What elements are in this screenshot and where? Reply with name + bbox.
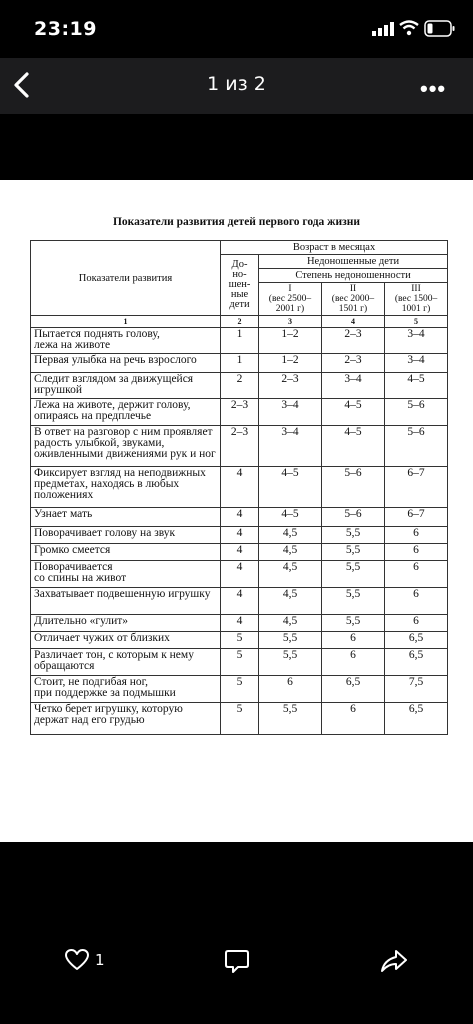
column-number: 1: [31, 316, 221, 328]
value-degree-1: 1–2: [259, 328, 322, 354]
header-degree: Степень недоношенности: [259, 269, 448, 283]
page-counter-title: 1 из 2: [207, 73, 266, 95]
value-degree-3: 6,5: [385, 703, 448, 735]
header-premature: Недоношенные дети: [259, 255, 448, 269]
header-degree-3: III (вес 1500– 1001 г): [385, 283, 448, 316]
value-degree-3: 6: [385, 561, 448, 588]
value-full-term: 4: [221, 561, 259, 588]
row-label: Поворачивается со спины на живот: [31, 561, 221, 588]
value-full-term: 4: [221, 527, 259, 544]
bottom-action-bar: [0, 940, 473, 980]
heart-icon[interactable]: [64, 948, 90, 972]
table-row: [31, 328, 448, 354]
value-full-term: 5: [221, 632, 259, 649]
value-full-term: 2–3: [221, 426, 259, 467]
row-label: Громко смеется: [31, 544, 221, 561]
value-degree-2: 6,5: [322, 676, 385, 703]
value-degree-3: 3–4: [385, 328, 448, 354]
value-degree-3: 5–6: [385, 426, 448, 467]
table-row: [31, 588, 448, 615]
value-degree-3: 4–5: [385, 373, 448, 399]
table-row: [31, 544, 448, 561]
status-time: 23:19: [34, 18, 97, 40]
value-degree-1: 3–4: [259, 426, 322, 467]
table-row: [31, 703, 448, 735]
value-full-term: 5: [221, 649, 259, 676]
value-degree-2: 2–3: [322, 328, 385, 354]
value-degree-2: 5,5: [322, 544, 385, 561]
value-degree-1: 4,5: [259, 588, 322, 615]
header-degree-2: II (вес 2000– 1501 г): [322, 283, 385, 316]
comment-icon[interactable]: [224, 948, 250, 974]
more-options-button[interactable]: •••: [420, 76, 447, 101]
value-full-term: 1: [221, 328, 259, 354]
row-label: Узнает мать: [31, 508, 221, 527]
row-label: Захватывает подвешенную игрушку: [31, 588, 221, 615]
row-label: Длительно «гулит»: [31, 615, 221, 632]
value-degree-3: 6: [385, 527, 448, 544]
row-label: Различает тон, с которым к нему обращаются: [31, 649, 221, 676]
value-degree-2: 6: [322, 703, 385, 735]
header-full-term: До- но- шен- ные дети: [221, 255, 259, 316]
value-degree-2: 5–6: [322, 467, 385, 508]
value-degree-3: 6,5: [385, 649, 448, 676]
value-full-term: 4: [221, 544, 259, 561]
value-degree-1: 4,5: [259, 561, 322, 588]
value-full-term: 2–3: [221, 399, 259, 426]
row-label: Четко берет игрушку, которую держат над его грудью: [31, 703, 221, 735]
share-icon[interactable]: [380, 948, 408, 974]
value-degree-2: 4–5: [322, 399, 385, 426]
cellular-signal-icon: [372, 22, 396, 36]
value-degree-3: 7,5: [385, 676, 448, 703]
column-number: 3: [259, 316, 322, 328]
table-body: [31, 328, 448, 735]
navigation-bar: [0, 58, 473, 114]
row-label: Лежа на животе, держит голову, опираясь на предплечье: [31, 399, 221, 426]
table-row: [31, 354, 448, 373]
table-row: [31, 561, 448, 588]
column-number: 5: [385, 316, 448, 328]
value-degree-2: 3–4: [322, 373, 385, 399]
row-label: Пытается поднять голову, лежа на животе: [31, 328, 221, 354]
row-label: Поворачивает голову на звук: [31, 527, 221, 544]
value-full-term: 5: [221, 676, 259, 703]
value-degree-3: 6: [385, 544, 448, 561]
value-degree-2: 5,5: [322, 588, 385, 615]
value-degree-2: 5,5: [322, 615, 385, 632]
like-count: 1: [95, 951, 105, 969]
value-degree-2: 5–6: [322, 508, 385, 527]
row-label: Отличает чужих от близких: [31, 632, 221, 649]
value-degree-3: 5–6: [385, 399, 448, 426]
battery-icon: [424, 20, 456, 37]
row-label: Следит взглядом за движущейся игрушкой: [31, 373, 221, 399]
value-degree-3: 6,5: [385, 632, 448, 649]
value-degree-1: 5,5: [259, 703, 322, 735]
value-degree-2: 6: [322, 649, 385, 676]
header-indicators: Показатели развития: [31, 241, 221, 316]
value-full-term: 4: [221, 588, 259, 615]
table-row: [31, 632, 448, 649]
value-full-term: 1: [221, 354, 259, 373]
value-full-term: 4: [221, 467, 259, 508]
wifi-icon: [399, 20, 419, 36]
value-degree-1: 4,5: [259, 615, 322, 632]
value-degree-1: 5,5: [259, 632, 322, 649]
header-age: Возраст в месяцах: [221, 241, 448, 255]
table-row: [31, 467, 448, 508]
row-label: В ответ на разговор с ним проявляет радость улыбкой, звуками, оживленными движениями рук и ног: [31, 426, 221, 467]
value-degree-1: 3–4: [259, 399, 322, 426]
value-degree-1: 1–2: [259, 354, 322, 373]
value-degree-2: 4–5: [322, 426, 385, 467]
document-image: [0, 180, 473, 842]
value-degree-3: 6–7: [385, 508, 448, 527]
value-degree-3: 3–4: [385, 354, 448, 373]
value-degree-2: 5,5: [322, 561, 385, 588]
table-row: [31, 649, 448, 676]
table-row: [31, 399, 448, 426]
row-label: Стоит, не подгибая ног, при поддержке за подмышки: [31, 676, 221, 703]
value-degree-3: 6–7: [385, 467, 448, 508]
table-row: [31, 426, 448, 467]
table-row: [31, 676, 448, 703]
value-degree-3: 6: [385, 588, 448, 615]
value-degree-1: 5,5: [259, 649, 322, 676]
value-degree-1: 4,5: [259, 527, 322, 544]
table-row: [31, 508, 448, 527]
value-full-term: 2: [221, 373, 259, 399]
header-degree-1: I (вес 2500– 2001 г): [259, 283, 322, 316]
value-full-term: 4: [221, 615, 259, 632]
table-row: [31, 373, 448, 399]
row-label: Первая улыбка на речь взрослого: [31, 354, 221, 373]
row-label: Фиксирует взгляд на неподвижных предметах, находясь в любых положениях: [31, 467, 221, 508]
document-title: Показатели развития детей первого года жизни: [112, 216, 361, 228]
table-row: [31, 615, 448, 632]
value-degree-2: 5,5: [322, 527, 385, 544]
value-degree-3: 6: [385, 615, 448, 632]
value-degree-1: 4–5: [259, 467, 322, 508]
value-degree-1: 6: [259, 676, 322, 703]
value-degree-1: 4–5: [259, 508, 322, 527]
value-full-term: 5: [221, 703, 259, 735]
value-degree-1: 2–3: [259, 373, 322, 399]
column-number: 4: [322, 316, 385, 328]
value-degree-2: 2–3: [322, 354, 385, 373]
development-table: [30, 240, 448, 735]
column-number: 2: [221, 316, 259, 328]
value-degree-1: 4,5: [259, 544, 322, 561]
value-degree-2: 6: [322, 632, 385, 649]
value-full-term: 4: [221, 508, 259, 527]
table-row: [31, 527, 448, 544]
status-bar: [0, 0, 473, 58]
